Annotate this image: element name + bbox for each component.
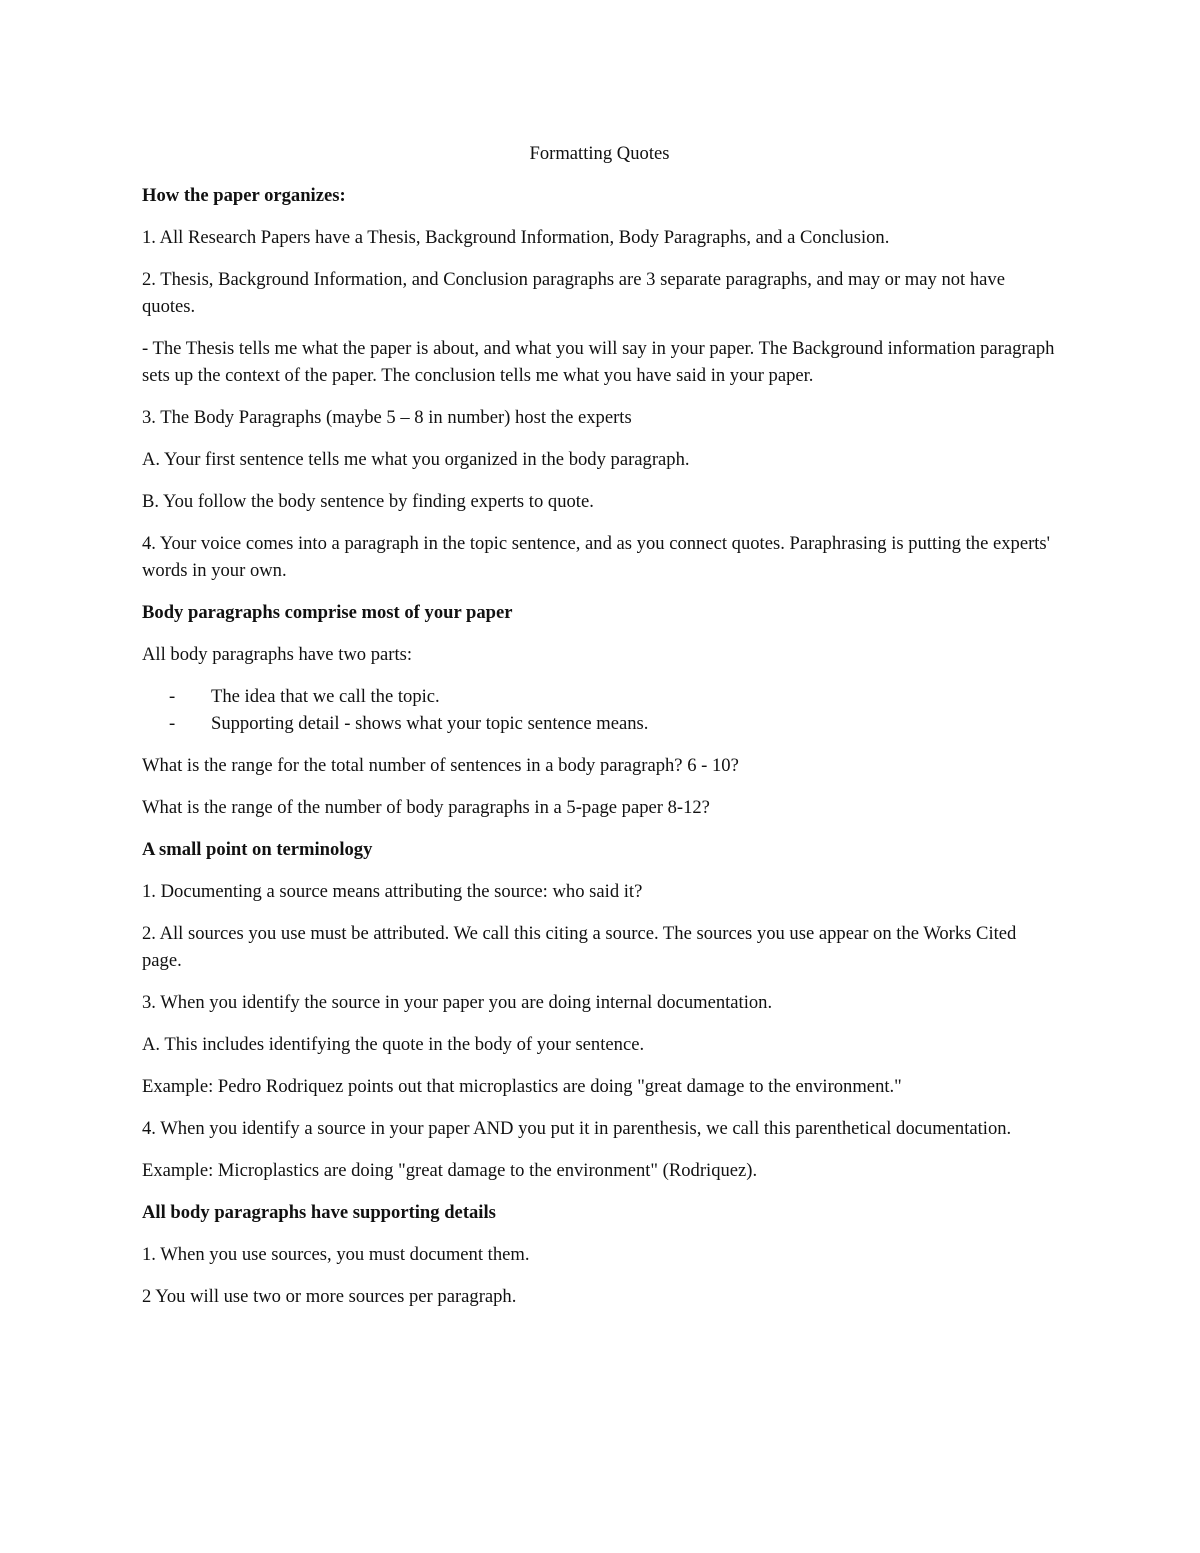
section-heading-supporting-details: All body paragraphs have supporting details: [142, 1202, 496, 1223]
paragraph: 1. When you use sources, you must document them.: [142, 1244, 530, 1265]
list-item: [142, 710, 1057, 737]
paragraph: 4. When you identify a source in your paper AND you put it in parenthesis, we call this parenthetical documentation.: [142, 1118, 1012, 1139]
paragraph: 4. Your voice comes into a paragraph in the topic sentence, and as you connect quotes. Paraphrasing is putting the experts' words in your own.: [142, 533, 1051, 581]
section-heading-organization: How the paper organizes:: [142, 185, 346, 206]
paragraph: 2. All sources you use must be attributed. We call this citing a source. The sources you use appear on the Works Cited page.: [142, 923, 1017, 971]
paragraph: 3. The Body Paragraphs (maybe 5 – 8 in number) host the experts: [142, 407, 632, 428]
paragraph: Example: Pedro Rodriquez points out that microplastics are doing "great damage to the environment.": [142, 1076, 902, 1097]
document-title: Formatting Quotes: [529, 143, 670, 164]
paragraph: What is the range for the total number of sentences in a body paragraph? 6 - 10?: [142, 755, 739, 776]
section-heading-terminology: A small point on terminology: [142, 839, 373, 860]
paragraph: 3. When you identify the source in your paper you are doing internal documentation.: [142, 992, 773, 1013]
paragraph: All body paragraphs have two parts:: [142, 644, 413, 665]
list-item-text: Supporting detail - shows what your topic sentence means.: [211, 713, 649, 734]
dash-list: [142, 683, 1057, 737]
paragraph: A. Your first sentence tells me what you organized in the body paragraph.: [142, 449, 690, 470]
paragraph: 1. Documenting a source means attributing the source: who said it?: [142, 881, 643, 902]
list-bullet: -: [169, 713, 176, 734]
list-item-text: The idea that we call the topic.: [211, 686, 440, 707]
list-item: [142, 683, 1057, 710]
paragraph: Example: Microplastics are doing "great damage to the environment" (Rodriquez).: [142, 1160, 758, 1181]
document-page: [142, 140, 1057, 1325]
paragraph: - The Thesis tells me what the paper is about, and what you will say in your paper. The Background information paragraph sets up the context of the paper. The conclusion tells me what you have said in your paper.: [142, 338, 1055, 386]
section-heading-body-paragraphs: Body paragraphs comprise most of your paper: [142, 602, 513, 623]
paragraph: What is the range of the number of body paragraphs in a 5-page paper 8-12?: [142, 797, 710, 818]
paragraph: A. This includes identifying the quote in the body of your sentence.: [142, 1034, 645, 1055]
list-bullet: -: [169, 686, 176, 707]
paragraph: 2. Thesis, Background Information, and Conclusion paragraphs are 3 separate paragraphs, and may or may not have quotes.: [142, 269, 1005, 317]
paragraph: 2 You will use two or more sources per paragraph.: [142, 1286, 517, 1307]
paragraph: B. You follow the body sentence by finding experts to quote.: [142, 491, 594, 512]
paragraph: 1. All Research Papers have a Thesis, Background Information, Body Paragraphs, and a Conclusion.: [142, 227, 890, 248]
